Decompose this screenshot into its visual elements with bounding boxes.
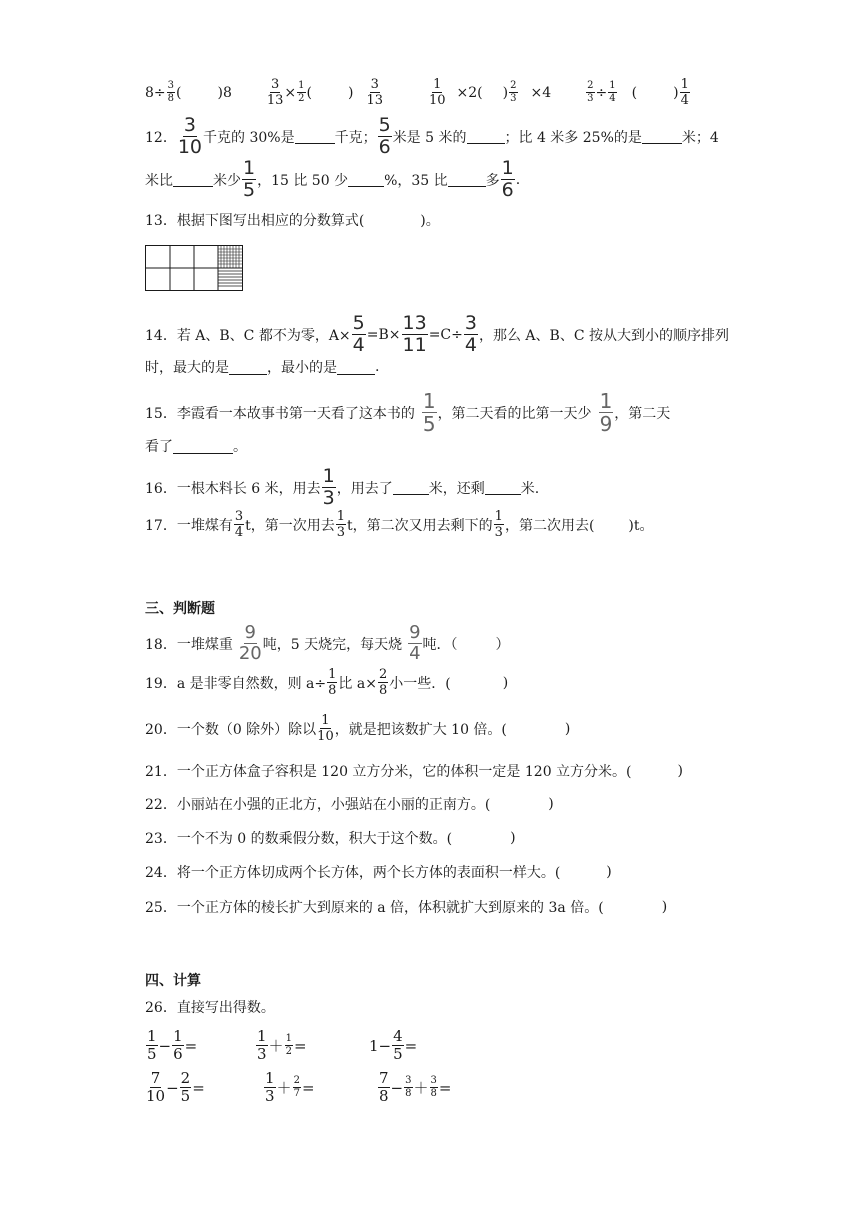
fraction: $\frac{1}{10}$ (429, 77, 446, 108)
fraction: $\frac{1}{4}$ (680, 77, 689, 108)
q11-text: ( (631, 84, 638, 101)
answer-blank[interactable] (229, 360, 267, 375)
fraction: $\frac{2}{8}$ (378, 667, 388, 698)
q23-text: ) (510, 830, 516, 846)
q20-line (145, 714, 570, 743)
fraction: $\frac{2}{3}$ (587, 80, 594, 104)
q12-text: 米；4 (681, 129, 719, 146)
expr (145, 1071, 263, 1104)
q14-line-1 (145, 314, 729, 355)
fraction: $\frac{1}{3}$ (257, 1027, 267, 1063)
q12-text: 米比 (145, 172, 173, 189)
q15-text: 15．李霞看一本故事书第一天看了这本书的 (145, 405, 415, 422)
answer-blank[interactable] (348, 172, 384, 187)
fraction: $\frac{13}{11}$ (402, 312, 427, 356)
fraction: $\frac{5}{4}$ (352, 312, 365, 356)
q22-text: ) (548, 796, 554, 812)
q14-text: 14．若 A、B、C 都不为零，A× (145, 327, 351, 344)
q26-row-2 (145, 1071, 451, 1104)
q24-text: ) (606, 864, 612, 880)
q26-text: ＋ (413, 1079, 429, 1097)
q12-text: 多 (485, 172, 500, 189)
fraction: $\frac{3}{4}$ (464, 312, 477, 356)
q22-text: 22．小丽站在小强的正北方，小强站在小丽的正南方。( (145, 797, 491, 813)
q14-line-2 (145, 357, 379, 377)
q25-text: 25．一个正方体的棱长扩大到原来的 a 倍，体积就扩大到原来的 3a 倍。( (145, 900, 604, 916)
q16-text: 16．一根木料长 6 米，用去 (145, 480, 321, 497)
q24-line (145, 862, 612, 882)
q11-text: ÷ (595, 84, 608, 101)
q14-text: ，那么 A、B、C 按从大到小的顺序排列 (478, 327, 729, 344)
q12-text: %，35 比 (384, 172, 448, 189)
fraction: $\frac{1}{2}$ (298, 80, 305, 104)
q11-text: ) (673, 84, 679, 101)
q18-text: 18．一堆煤重 (145, 636, 233, 653)
fraction: $\frac{1}{3}$ (336, 509, 346, 540)
fraction: $\frac{1}{2}$ (285, 1033, 292, 1057)
q26-text: = (301, 1078, 315, 1097)
q21-line (145, 761, 683, 781)
fraction: $\frac{2}{3}$ (510, 80, 517, 104)
answer-blank[interactable] (173, 172, 213, 187)
q26-text: − (166, 1078, 179, 1097)
fraction-grid-figure (145, 245, 243, 291)
fraction: $\frac{9}{20}$ (238, 622, 262, 664)
question-number: 12． (145, 129, 177, 146)
fraction: $\frac{1}{10}$ (317, 713, 334, 744)
expr (263, 1071, 377, 1104)
q18-text: ） (495, 636, 510, 653)
expr (377, 1071, 451, 1104)
q15-text: 看了 (145, 439, 173, 455)
fraction: $\frac{1}{3}$ (494, 509, 503, 540)
q22-line (145, 794, 554, 814)
grid-svg (146, 246, 242, 290)
q23-text: 23．一个不为 0 的数乘假分数，积大于这个数。( (145, 831, 453, 847)
q16-text: ，用去了 (336, 480, 393, 497)
q17-text: t，第二次又用去剩下的 (347, 517, 493, 534)
q17-line (145, 510, 654, 539)
q12-line-2 (145, 159, 520, 200)
q26-text: = (184, 1036, 198, 1055)
fraction: $\frac{9}{4}$ (409, 622, 421, 664)
q20-text: 20．一个数（0 除外）除以 (145, 721, 317, 738)
q24-text: 24．将一个正方体切成两个长方体，两个长方体的表面积一样大。( (145, 865, 561, 881)
q12-text: 米少 (213, 172, 241, 189)
q25-text: ) (661, 899, 668, 915)
answer-blank[interactable] (337, 360, 375, 375)
q11-text: ) (347, 84, 354, 101)
fraction: $\frac{2}{5}$ (180, 1069, 191, 1105)
answer-blank[interactable] (642, 129, 682, 144)
q19-text: 19．a 是非零自然数，则 a÷ (145, 675, 327, 692)
q13-text: )。 (420, 213, 440, 229)
q11-text: ( (176, 84, 182, 101)
q26-text: ＋ (268, 1037, 284, 1055)
q13-line (145, 210, 440, 230)
answer-blank[interactable] (467, 129, 505, 144)
q18-text: 吨，5 天烧完，每天烧 (262, 636, 403, 653)
q26-text: = (192, 1078, 205, 1097)
q11-text: )8 (217, 84, 232, 101)
q20-text: ) (564, 720, 571, 737)
q14-text: ，最小的是 (267, 360, 337, 376)
q12-text: ，15 比 50 少 (257, 172, 349, 189)
fraction: $\frac{3}{10}$ (177, 114, 203, 158)
q26-title (145, 997, 275, 1017)
q11-text: ( (306, 84, 312, 101)
q17-text: ，第二次用去( (504, 517, 595, 534)
fraction: $\frac{1}{3}$ (265, 1069, 275, 1105)
q14-text: =C÷ (428, 326, 463, 343)
fraction: $\frac{1}{6}$ (501, 157, 514, 201)
expr (145, 1029, 255, 1062)
q14-text: 时，最大的是 (145, 360, 229, 376)
q18-text: 吨．（ (422, 636, 458, 653)
q19-text: 小一些．( (389, 675, 451, 692)
q15-line-2 (145, 436, 247, 456)
q12-text: 米是 5 米的 (392, 129, 467, 146)
answer-blank[interactable] (485, 480, 521, 495)
q25-line (145, 897, 667, 917)
q12-text: ；比 4 米多 25%的是 (504, 129, 642, 146)
fraction: $\frac{3}{8}$ (405, 1075, 412, 1099)
q26-text: 26．直接写出得数。 (145, 1000, 275, 1016)
q16-text: 米. (520, 480, 540, 497)
fraction: $\frac{7}{8}$ (379, 1069, 389, 1105)
q11-text: × (284, 84, 297, 101)
q14-text: . (375, 359, 380, 375)
fraction: $\frac{1}{5}$ (422, 389, 436, 436)
answer-blank[interactable] (173, 439, 233, 454)
q19-text: ) (502, 674, 509, 691)
q26-text: − (158, 1036, 172, 1055)
fraction: $\frac{2}{7}$ (293, 1075, 300, 1099)
q19-line (145, 668, 508, 697)
fraction: $\frac{3}{4}$ (234, 509, 244, 540)
q11-text: ×2( (456, 84, 483, 101)
fraction: $\frac{3}{13}$ (366, 77, 383, 108)
fraction: $\frac{4}{5}$ (393, 1027, 403, 1063)
section-heading-judgement: 三、判断题 (145, 601, 215, 617)
fraction: $\frac{3}{13}$ (266, 77, 284, 108)
q11-text: ) (502, 84, 509, 101)
answer-blank[interactable] (295, 129, 335, 144)
q26-text: − (390, 1078, 404, 1097)
q12-line-1 (145, 116, 719, 157)
q19-text: 比 a× (338, 675, 377, 692)
section-heading-calculation: 四、计算 (145, 973, 201, 989)
q17-text: )t。 (628, 517, 654, 534)
fraction: $\frac{1}{9}$ (599, 389, 613, 436)
q12-text: . (515, 171, 521, 188)
fraction: $\frac{5}{6}$ (378, 114, 391, 158)
q16-text: 米，还剩 (428, 480, 485, 497)
expr (369, 1029, 417, 1062)
q13-text: 13．根据下图写出相应的分数算式( (145, 213, 365, 229)
q18-line (145, 624, 510, 663)
q16-line (145, 467, 539, 508)
q17-text: 17．一堆煤有 (145, 517, 233, 534)
fraction: $\frac{1}{4}$ (609, 80, 616, 104)
fraction: $\frac{1}{3}$ (322, 465, 335, 509)
fraction: $\frac{1}{6}$ (173, 1027, 183, 1063)
q26-text: = (438, 1078, 452, 1097)
fraction: $\frac{3}{8}$ (430, 1075, 437, 1099)
q20-text: ，就是把该数扩大 10 倍。( (334, 721, 507, 738)
fraction: $\frac{1}{5}$ (147, 1027, 157, 1063)
q26-text: = (404, 1036, 418, 1055)
fraction: $\frac{1}{8}$ (328, 667, 337, 698)
q26-text: ＋ (276, 1079, 292, 1097)
q26-row-1 (145, 1029, 417, 1062)
q26-text: 1− (369, 1036, 392, 1055)
q26-text: = (293, 1036, 307, 1055)
answer-blank[interactable] (393, 480, 429, 495)
q15-text: ，第二天 (614, 405, 671, 422)
q15-line-1 (145, 391, 670, 434)
q11-text: 8÷ (145, 84, 166, 101)
q12-text: 千克的 30%是 (203, 129, 295, 146)
expr (255, 1029, 369, 1062)
q15-text: 。 (233, 439, 247, 455)
q23-line (145, 828, 516, 848)
q14-text: =B× (366, 326, 401, 343)
fraction: $\frac{3}{8}$ (167, 80, 175, 104)
q11-line (145, 78, 691, 107)
fraction: $\frac{1}{5}$ (243, 157, 256, 201)
q11-text: ×4 (530, 84, 552, 101)
q17-text: t，第一次用去 (245, 517, 335, 534)
q12-text: 千克； (334, 129, 377, 146)
q15-text: ，第二天看的比第一天少 (437, 405, 592, 422)
fraction: $\frac{7}{10}$ (146, 1069, 166, 1105)
q21-text: 21．一个正方体盒子容积是 120 立方分米，它的体积一定是 120 立方分米。( (145, 764, 632, 780)
q21-text: ) (677, 763, 683, 779)
answer-blank[interactable] (448, 172, 486, 187)
